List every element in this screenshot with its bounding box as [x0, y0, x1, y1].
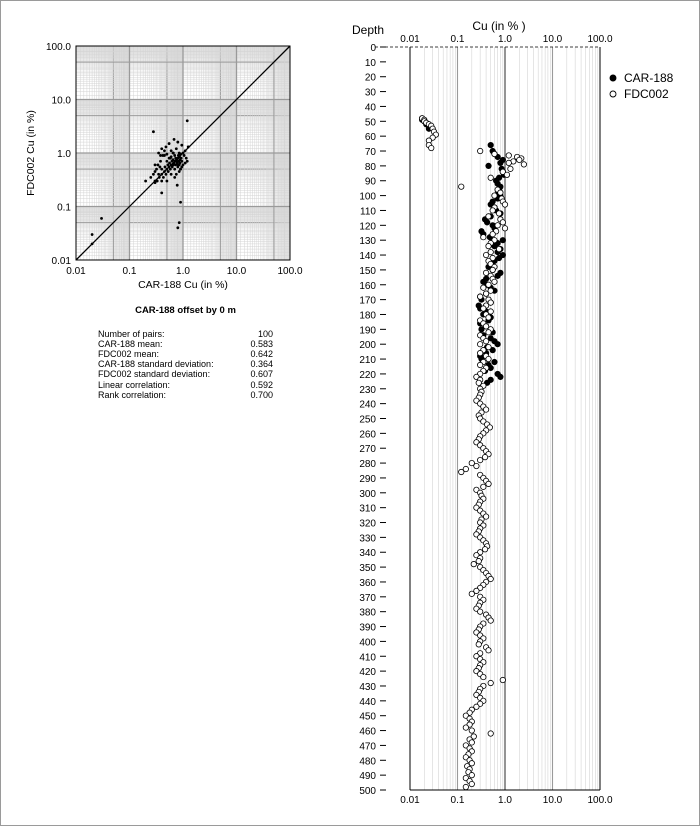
- stats-value: 0.592: [250, 379, 273, 390]
- stats-row: [98, 349, 273, 359]
- x-tick-label-top: 1.0: [498, 34, 512, 45]
- depth-tick-label: 400: [359, 637, 376, 649]
- data-point: [154, 180, 157, 183]
- x-tick-label-top: 0.1: [450, 34, 465, 45]
- data-point-fdc002: [459, 469, 464, 474]
- x-tick-label-top: 100.0: [587, 34, 613, 45]
- stats-value: 0.583: [250, 339, 273, 350]
- data-point: [179, 153, 182, 156]
- x-tick-label-top: 0.01: [400, 34, 420, 45]
- data-point-fdc002: [481, 235, 486, 240]
- depth-tick-label: 130: [359, 236, 376, 248]
- depth-tick-label: 420: [359, 667, 376, 679]
- data-point-fdc002: [482, 547, 487, 552]
- depth-tick-label: 160: [359, 280, 376, 292]
- data-point-fdc002: [492, 193, 497, 198]
- data-point: [180, 157, 183, 160]
- data-point: [159, 160, 162, 163]
- y-tick-label: 0.01: [51, 256, 71, 267]
- depth-tick-label: 290: [359, 473, 376, 485]
- data-point: [176, 184, 179, 187]
- depth-tick-label: 20: [364, 72, 376, 84]
- depth-tick-label: 470: [359, 741, 376, 753]
- data-point: [100, 217, 103, 220]
- data-point-fdc002: [483, 339, 488, 344]
- data-point-fdc002: [517, 157, 522, 162]
- data-point-car188: [486, 163, 491, 168]
- stats-rows: [98, 329, 273, 400]
- depth-tick-label: 170: [359, 295, 376, 307]
- x-tick-label-bottom: 100.0: [587, 795, 613, 806]
- data-point: [167, 170, 170, 173]
- data-point: [160, 180, 163, 183]
- data-point: [168, 142, 171, 145]
- depth-tick-label: 150: [359, 265, 376, 277]
- depth-tick-label: 100: [359, 191, 376, 203]
- data-point-fdc002: [495, 223, 500, 228]
- data-point: [165, 168, 168, 171]
- data-point: [163, 170, 166, 173]
- data-point: [164, 165, 167, 168]
- data-point: [160, 147, 163, 150]
- depth-tick-label: 10: [364, 57, 376, 69]
- data-point: [182, 152, 185, 155]
- stats-row: [98, 359, 273, 369]
- data-point: [172, 152, 175, 155]
- data-point: [173, 176, 176, 179]
- data-point: [157, 163, 160, 166]
- x-tick-label: 10.0: [226, 266, 247, 277]
- depth-tick-label: 260: [359, 429, 376, 441]
- data-point-car188: [498, 374, 503, 379]
- data-point: [186, 160, 189, 163]
- depth-tick-label: 370: [359, 592, 376, 604]
- depth-tick-label: 450: [359, 711, 376, 723]
- data-point-car188: [495, 342, 500, 347]
- y-tick-label: 100.0: [45, 42, 71, 53]
- depth-tick-label: 500: [359, 786, 376, 797]
- data-point-fdc002: [463, 725, 468, 730]
- data-point: [154, 163, 157, 166]
- depth-tick-label: 70: [364, 147, 376, 159]
- data-point-fdc002: [476, 642, 481, 647]
- data-point-fdc002: [481, 674, 486, 679]
- data-point-fdc002: [488, 175, 493, 180]
- depth-tick-label: 240: [359, 399, 376, 411]
- data-point-fdc002: [477, 294, 482, 299]
- depth-tick-label: 280: [359, 459, 376, 471]
- data-point: [144, 180, 147, 183]
- depth-tick-label: 80: [364, 161, 376, 173]
- data-point: [170, 149, 173, 152]
- data-point-fdc002: [476, 558, 481, 563]
- data-point-fdc002: [490, 208, 495, 213]
- stats-value: 0.700: [250, 389, 273, 400]
- data-point: [179, 162, 182, 165]
- stats-label: CAR-188 standard deviation:: [98, 359, 214, 370]
- stats-value: 100: [257, 329, 273, 340]
- stats-label: Number of pairs:: [98, 329, 165, 340]
- stats-value: 0.607: [250, 369, 273, 380]
- depth-tick-label: 120: [359, 221, 376, 233]
- data-point: [185, 157, 188, 160]
- data-point-car188: [484, 220, 489, 225]
- data-point-fdc002: [508, 166, 513, 171]
- data-point-fdc002: [488, 618, 493, 623]
- data-point: [91, 233, 94, 236]
- stats-label: Linear correlation:: [98, 379, 171, 390]
- data-point: [173, 154, 176, 157]
- data-point-fdc002: [459, 184, 464, 189]
- depth-tick-label: 110: [360, 206, 376, 218]
- data-point: [180, 144, 183, 147]
- data-point-car188: [500, 237, 505, 242]
- depth-tick-label: 320: [359, 518, 376, 530]
- data-point: [179, 201, 182, 204]
- data-point-car188: [488, 142, 493, 147]
- data-point: [157, 152, 160, 155]
- stats-title: CAR-188 offset by 0 m: [135, 305, 236, 316]
- data-point-fdc002: [469, 740, 474, 745]
- data-point-fdc002: [502, 226, 507, 231]
- data-point-fdc002: [504, 172, 509, 177]
- data-point-fdc002: [486, 481, 491, 486]
- data-point: [176, 141, 179, 144]
- depth-tick-label: 410: [359, 652, 376, 664]
- data-point: [176, 226, 179, 229]
- stats-label: FDC002 standard deviation:: [98, 369, 211, 380]
- data-point-fdc002: [488, 680, 493, 685]
- x-axis-label: CAR-188 Cu (in %): [138, 279, 228, 291]
- data-point-fdc002: [474, 463, 479, 468]
- data-point: [159, 154, 162, 157]
- data-point: [170, 173, 173, 176]
- data-point: [163, 154, 166, 157]
- data-point: [165, 153, 168, 156]
- depth-tick-label: 330: [359, 533, 376, 545]
- data-point: [175, 147, 178, 150]
- x-tick-label: 0.01: [66, 266, 86, 277]
- data-point-fdc002: [492, 151, 497, 156]
- depth-tick-label: 390: [359, 622, 376, 634]
- data-point: [160, 168, 163, 171]
- data-point-fdc002: [483, 252, 488, 257]
- x-tick-label: 0.1: [122, 266, 137, 277]
- data-point-car188: [492, 359, 497, 364]
- data-point-fdc002: [496, 211, 501, 216]
- depth-tick-label: 30: [364, 87, 376, 99]
- legend-label: CAR-188: [624, 71, 674, 85]
- stats-row: [98, 380, 273, 390]
- depth-tick-label: 340: [359, 548, 376, 560]
- data-point: [91, 242, 94, 245]
- data-point-fdc002: [469, 591, 474, 596]
- data-point-fdc002: [477, 350, 482, 355]
- data-point-car188: [495, 273, 500, 278]
- stats-row: [98, 369, 273, 379]
- data-point: [152, 173, 155, 176]
- data-point: [175, 173, 178, 176]
- data-point-fdc002: [481, 285, 486, 290]
- data-point-fdc002: [500, 220, 505, 225]
- data-point-fdc002: [500, 677, 505, 682]
- data-point-fdc002: [471, 561, 476, 566]
- stats-row: [98, 390, 273, 400]
- depth-tick-label: 270: [359, 444, 376, 456]
- stats-value: 0.364: [250, 359, 273, 370]
- data-point: [184, 149, 187, 152]
- x-tick-label-bottom: 0.1: [450, 795, 465, 806]
- legend-marker: [610, 91, 616, 97]
- data-point-fdc002: [490, 267, 495, 272]
- data-point: [178, 170, 181, 173]
- data-point-fdc002: [486, 214, 491, 219]
- depth-tick-label: 180: [359, 310, 376, 322]
- depth-tick-label: 0: [370, 43, 376, 54]
- depth-tick-label: 490: [359, 771, 376, 783]
- depth-tick-label: 460: [359, 726, 376, 738]
- data-point-fdc002: [521, 162, 526, 167]
- depth-tick-label: 60: [364, 132, 376, 144]
- data-point-fdc002: [486, 356, 491, 361]
- depth-tick-label: 140: [359, 251, 376, 263]
- data-point-fdc002: [477, 148, 482, 153]
- data-point-fdc002: [477, 609, 482, 614]
- data-point-car188: [498, 160, 503, 165]
- data-point-fdc002: [486, 282, 491, 287]
- data-point-fdc002: [506, 153, 511, 158]
- data-point-fdc002: [469, 772, 474, 777]
- data-point-fdc002: [469, 781, 474, 786]
- data-point-fdc002: [469, 728, 474, 733]
- depth-tick-label: 250: [359, 414, 376, 426]
- depth-axis-label: Depth: [352, 23, 385, 37]
- data-point: [149, 176, 152, 179]
- depth-tick-label: 360: [359, 577, 376, 589]
- data-point: [180, 165, 183, 168]
- depth-tick-label: 300: [359, 488, 376, 500]
- depth-tick-label: 190: [359, 325, 376, 337]
- data-point: [157, 173, 160, 176]
- x-tick-label: 1.0: [176, 266, 190, 277]
- x-tick-label-bottom: 0.01: [400, 795, 420, 806]
- data-point: [186, 119, 189, 122]
- data-point-fdc002: [486, 330, 491, 335]
- data-point: [165, 173, 168, 176]
- data-point: [169, 168, 172, 171]
- stats-value: 0.642: [250, 349, 273, 360]
- data-point-fdc002: [486, 344, 491, 349]
- depth-tick-label: 440: [359, 696, 376, 708]
- data-point-fdc002: [492, 279, 497, 284]
- stats-label: FDC002 mean:: [98, 349, 160, 360]
- data-point-fdc002: [488, 731, 493, 736]
- depth-tick-label: 50: [364, 117, 376, 129]
- depth-tick-label: 90: [364, 176, 376, 188]
- stats-row: [98, 339, 273, 349]
- data-point-fdc002: [429, 145, 434, 150]
- depth-tick-label: 230: [359, 384, 376, 396]
- data-point: [155, 168, 158, 171]
- data-point-fdc002: [477, 342, 482, 347]
- x-tick-label-bottom: 10.0: [542, 795, 563, 806]
- data-point-fdc002: [486, 648, 491, 653]
- data-point-fdc002: [463, 784, 468, 789]
- data-point: [152, 130, 155, 133]
- data-point: [178, 221, 181, 224]
- depth-tick-label: 480: [359, 756, 376, 768]
- data-point: [169, 157, 172, 160]
- stats-panel: [98, 306, 273, 400]
- data-point: [173, 168, 176, 171]
- stats-label: CAR-188 mean:: [98, 339, 163, 350]
- data-point: [165, 180, 168, 183]
- data-point: [158, 165, 161, 168]
- y-axis-label: FDC002 Cu (in %): [25, 110, 37, 196]
- data-point-fdc002: [481, 484, 486, 489]
- stats-row: [98, 329, 273, 339]
- depth-tick-label: 40: [364, 102, 376, 114]
- data-point: [154, 170, 157, 173]
- depth-tick-label: 430: [359, 681, 376, 693]
- depth-tick-label: 220: [359, 369, 376, 381]
- data-point: [165, 160, 168, 163]
- data-point: [160, 173, 163, 176]
- y-tick-label: 0.1: [57, 202, 71, 214]
- y-tick-label: 10.0: [51, 95, 71, 107]
- legend-marker: [610, 75, 616, 81]
- x-tick-label-bottom: 1.0: [498, 795, 512, 806]
- depth-tick-label: 200: [359, 340, 376, 352]
- data-point: [162, 176, 165, 179]
- depth-tick-label: 350: [359, 563, 376, 575]
- data-point-fdc002: [490, 232, 495, 237]
- data-point: [158, 176, 161, 179]
- data-point-fdc002: [482, 454, 487, 459]
- stats-label: Rank correlation:: [98, 389, 167, 400]
- y-tick-label: 1.0: [57, 149, 71, 160]
- data-point: [176, 163, 179, 166]
- data-point-fdc002: [483, 291, 488, 296]
- data-point-fdc002: [477, 457, 482, 462]
- data-point: [160, 191, 163, 194]
- x-axis-label: Cu (in % ): [472, 19, 526, 33]
- data-point-fdc002: [506, 160, 511, 165]
- data-point: [163, 149, 166, 152]
- x-tick-label-top: 10.0: [542, 34, 563, 45]
- depth-tick-label: 310: [359, 503, 376, 515]
- data-point: [165, 146, 168, 149]
- data-point-fdc002: [477, 362, 482, 367]
- data-point-fdc002: [486, 315, 491, 320]
- legend-label: FDC002: [624, 87, 669, 101]
- data-point-fdc002: [481, 306, 486, 311]
- data-point-fdc002: [486, 243, 491, 248]
- data-point: [183, 154, 186, 157]
- data-point-fdc002: [496, 246, 501, 251]
- x-tick-label: 100.0: [277, 266, 303, 277]
- data-point-fdc002: [502, 202, 507, 207]
- data-point: [187, 146, 190, 149]
- depth-tick-label: 210: [359, 355, 376, 367]
- data-point-fdc002: [498, 190, 503, 195]
- depth-tick-label: 380: [359, 607, 376, 619]
- data-point: [173, 138, 176, 141]
